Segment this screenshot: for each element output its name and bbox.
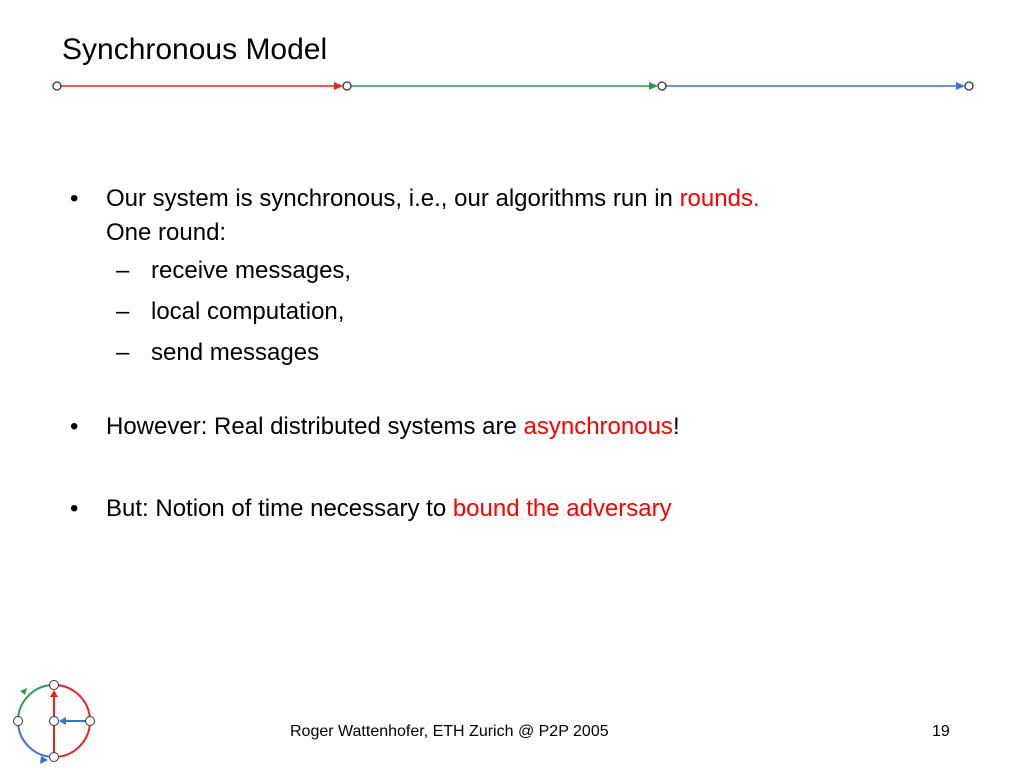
ring-network-logo-icon [10, 676, 100, 766]
bullet-item-rounds [70, 182, 970, 250]
bullet-text-tail: ! [672, 413, 680, 440]
dash-marker: – [116, 339, 130, 366]
sub-item-send [70, 336, 970, 370]
bullet-item-adversary [70, 492, 970, 526]
timeline-node-icon [965, 82, 973, 90]
timeline-node-icon [658, 82, 666, 90]
sub-list [70, 254, 970, 370]
green-arrowhead-icon [649, 82, 658, 90]
bullet-marker: • [70, 495, 79, 522]
bullet-text: But: Notion of time necessary to [106, 495, 453, 522]
dash-marker: – [116, 298, 130, 325]
sub-item-text: send messages [151, 339, 320, 366]
sub-item-receive [70, 254, 970, 288]
footer-text: Roger Wattenhofer, ETH Zurich @ P2P 2005 [290, 723, 609, 740]
bullet-text: Our system is synchronous, i.e., our algorithms run in [106, 185, 680, 212]
sub-item-text: receive messages, [151, 257, 352, 284]
highlight-adversary: bound the adversary [452, 495, 672, 522]
bullet-text: However: Real distributed systems are [106, 413, 524, 440]
highlight-rounds: rounds. [679, 185, 760, 212]
dash-marker: – [116, 257, 130, 284]
timeline-node-icon [343, 82, 351, 90]
red-arrowhead-icon [334, 82, 343, 90]
bullet-list [70, 182, 970, 526]
header-timeline-rule [0, 0, 1024, 110]
bullet-marker: • [70, 185, 79, 212]
highlight-asynchronous: asynchronous [523, 413, 673, 440]
timeline-node-icon [53, 82, 61, 90]
bullet-item-asynchronous [70, 410, 970, 444]
slide-title: Synchronous Model [62, 33, 328, 66]
sub-item-compute [70, 295, 970, 329]
sub-item-text: local computation, [151, 298, 345, 325]
blue-arrowhead-icon [956, 82, 965, 90]
bullet-continuation: One round: [106, 219, 227, 246]
bullet-marker: • [70, 413, 79, 440]
page-number: 19 [932, 723, 950, 740]
